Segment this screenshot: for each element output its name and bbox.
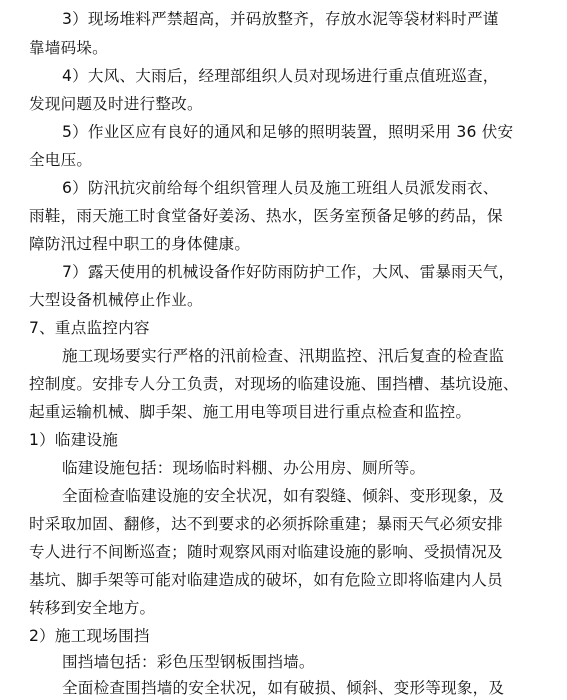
- text-line: 大型设备机械停止作业。: [29, 291, 203, 309]
- text-line: 5）作业区应有良好的通风和足够的照明装置，照明采用 36 伏安: [62, 123, 514, 141]
- text-line: 起重运输机械、脚手架、施工用电等项目进行重点检查和监控。: [29, 403, 472, 421]
- text-line: 临建设施包括：现场临时料棚、办公用房、厕所等。: [62, 459, 426, 477]
- text-line: 全电压。: [29, 151, 93, 169]
- text-line: 转移到安全地方。: [29, 599, 156, 617]
- text-line: 全面检查围挡墙的安全状况，如有破损、倾斜、变形等现象，及: [62, 679, 505, 697]
- text-line: 施工现场要实行严格的汛前检查、汛期监控、汛后复查的检查监: [62, 347, 505, 365]
- text-line: 6）防汛抗灾前给每个组织管理人员及施工班组人员派发雨衣、: [62, 179, 499, 197]
- text-line: 围挡墙包括：彩色压型钢板围挡墙。: [62, 653, 315, 671]
- text-line: 靠墙码垛。: [29, 39, 108, 57]
- text-line: 全面检查临建设施的安全状况，如有裂缝、倾斜、变形现象，及: [62, 487, 505, 505]
- text-line: 7）露天使用的机械设备作好防雨防护工作，大风、雷暴雨天气，: [62, 263, 515, 281]
- text-line: 基坑、脚手架等可能对临建造成的破坏，如有危险立即将临建内人员: [29, 571, 503, 589]
- text-line: 3）现场堆料严禁超高，并码放整齐，存放水泥等袋材料时严谨: [62, 10, 499, 28]
- text-line: 雨鞋，雨天施工时食堂备好姜汤、热水，医务室预备足够的药品，保: [29, 207, 503, 225]
- text-line: 4）大风、大雨后，经理部组织人员对现场进行重点值班巡查，: [62, 67, 499, 85]
- subsection-heading: 2）施工现场围挡: [29, 627, 150, 645]
- text-line: 障防汛过程中职工的身体健康。: [29, 235, 251, 253]
- text-line: 时采取加固、翻修，达不到要求的必须拆除重建；暴雨天气必须安排: [29, 515, 503, 533]
- text-line: 专人进行不间断巡查；随时观察风雨对临建设施的影响、受损情况及: [29, 543, 503, 561]
- text-line: 发现问题及时进行整改。: [29, 95, 203, 113]
- text-line: 控制度。安排专人分工负责，对现场的临建设施、围挡槽、基坑设施、: [29, 375, 519, 393]
- subsection-heading: 1）临建设施: [29, 431, 119, 449]
- section-heading: 7、重点监控内容: [29, 319, 150, 337]
